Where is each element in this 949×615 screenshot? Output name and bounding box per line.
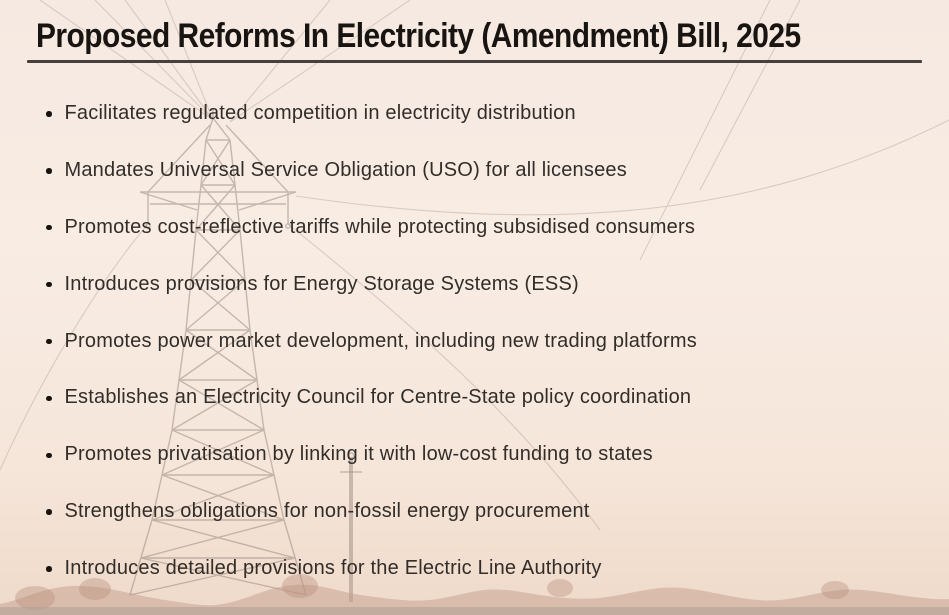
- list-item: [46, 199, 919, 256]
- title-underline-rule: [27, 60, 922, 63]
- bullet-dot-icon: [46, 339, 52, 345]
- list-item-text: Facilitates regulated competition in electricity distribution: [64, 101, 576, 124]
- bullet-dot-icon: [46, 453, 52, 459]
- bullet-dot-icon: [46, 225, 52, 231]
- page-title: Proposed Reforms In Electricity (Amendment) Bill, 2025: [36, 17, 801, 55]
- list-item: [46, 313, 919, 370]
- bullet-dot-icon: [46, 396, 52, 402]
- list-item: [46, 85, 919, 142]
- list-item-text: Mandates Universal Service Obligation (USO) for all licensees: [64, 158, 627, 181]
- list-item-text: Introduces provisions for Energy Storage Systems (ESS): [64, 272, 579, 295]
- bullet-dot-icon: [46, 566, 52, 572]
- list-item-text: Promotes cost-reflective tariffs while protecting subsidised consumers: [64, 215, 696, 238]
- list-item: [46, 369, 919, 426]
- list-item: [46, 483, 919, 540]
- list-item-text: Promotes privatisation by linking it with low-cost funding to states: [64, 443, 653, 466]
- list-item: [46, 256, 919, 313]
- list-item: [46, 540, 919, 597]
- bullet-dot-icon: [46, 509, 52, 515]
- list-item: [46, 142, 919, 199]
- list-item-text: Promotes power market development, including new trading platforms: [64, 329, 697, 352]
- list-item-text: Establishes an Electricity Council for Centre-State policy coordination: [64, 386, 692, 409]
- reform-list: [46, 85, 919, 597]
- bullet-dot-icon: [46, 111, 52, 117]
- bullet-dot-icon: [46, 168, 52, 174]
- list-item-text: Strengthens obligations for non-fossil energy procurement: [64, 500, 590, 523]
- list-item-text: Introduces detailed provisions for the Electric Line Authority: [64, 557, 602, 580]
- list-item: [46, 426, 919, 483]
- bullet-dot-icon: [46, 282, 52, 288]
